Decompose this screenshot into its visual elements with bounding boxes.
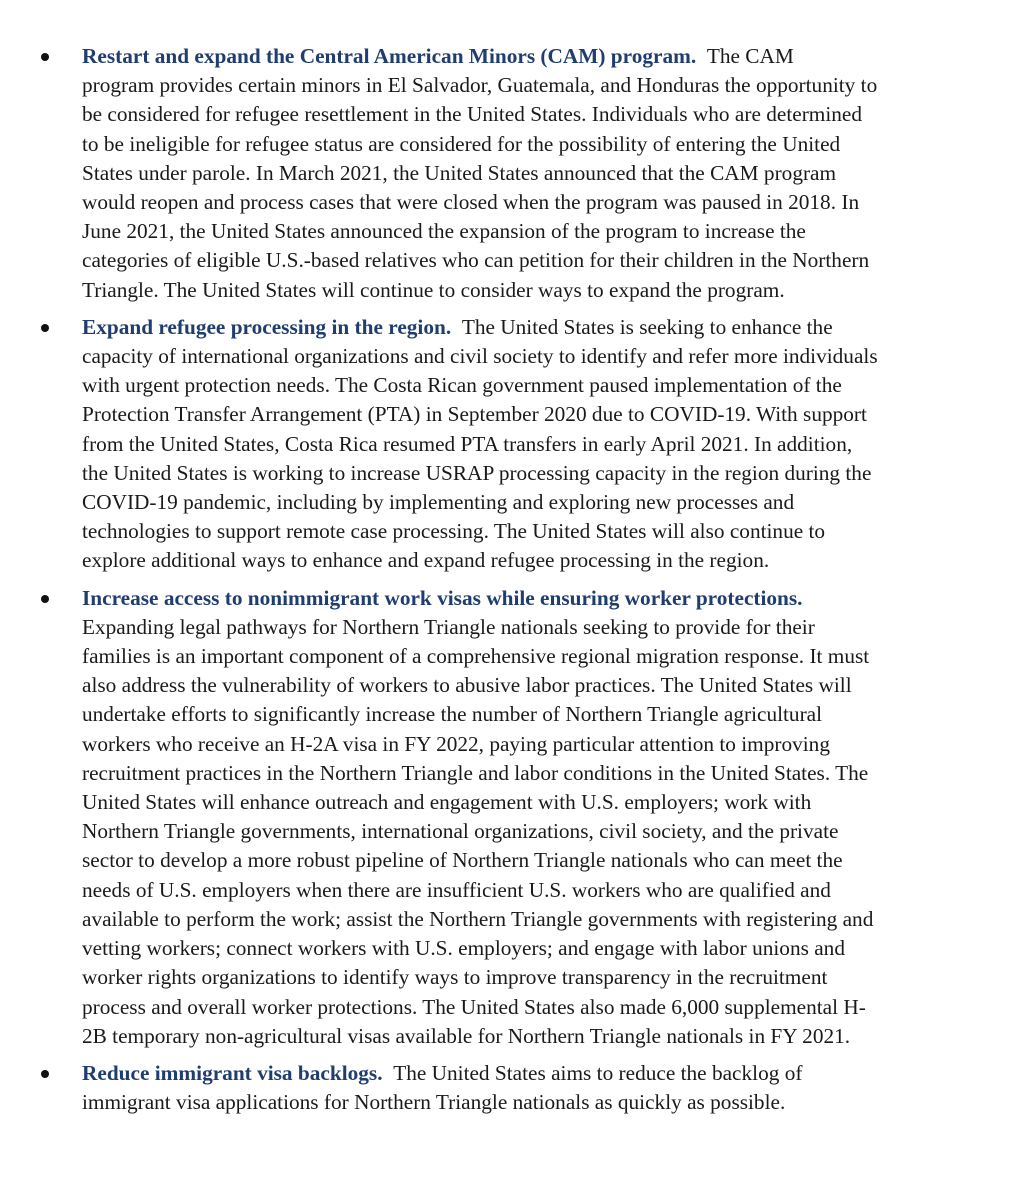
text-line: Protection Transfer Arrangement (PTA) in September 2020 due to COVID-19. With support	[82, 402, 867, 427]
text-line: Northern Triangle governments, international organizations, civil society, and the private	[82, 819, 839, 844]
text-line: from the United States, Costa Rica resumed PTA transfers in early April 2021. In addition,	[82, 431, 853, 456]
bullet-item-cam-program	[0, 42, 1015, 305]
bullet-icon	[41, 1070, 49, 1078]
text-line	[82, 313, 975, 342]
text-line: families is an important component of a comprehensive regional migration response. It must	[82, 644, 870, 669]
body-text: The CAM	[706, 44, 794, 68]
text-line: program provides certain minors in El Salvador, Guatemala, and Honduras the opportunity to	[82, 73, 878, 98]
text-line: with urgent protection needs. The Costa Rican government paused implementation of the	[82, 373, 842, 398]
bullet-item-visa-backlogs	[0, 1059, 1015, 1117]
text-line: workers who receive an H-2A visa in FY 2022, paying particular attention to improving	[82, 731, 830, 756]
text-line: sector to develop a more robust pipeline of Northern Triangle nationals who can meet the	[82, 848, 843, 873]
text-line: explore additional ways to enhance and expand refugee processing in the region.	[82, 548, 770, 573]
item-heading: Increase access to nonimmigrant work visas while ensuring worker protections.	[82, 585, 803, 610]
text-line: capacity of international organizations and civil society to identify and refer more individuals	[82, 344, 878, 369]
document-page	[0, 42, 1015, 1125]
bullet-item-text	[82, 584, 975, 1051]
text-line: 2B temporary non-agricultural visas available for Northern Triangle nationals in FY 2021.	[82, 1023, 851, 1048]
bullet-icon	[41, 53, 49, 61]
text-line: would reopen and process cases that were closed when the program was paused in 2018. In	[82, 190, 860, 215]
text-line: immigrant visa applications for Northern Triangle nationals as quickly as possible.	[82, 1090, 786, 1115]
text-line: COVID-19 pandemic, including by implementing and exploring new processes and	[82, 490, 795, 515]
text-line: needs of U.S. employers when there are insufficient U.S. workers who are qualified and	[82, 877, 831, 902]
text-line: recruitment practices in the Northern Triangle and labor conditions in the United States. The	[82, 760, 869, 785]
bullet-icon	[41, 324, 49, 332]
text-line: also address the vulnerability of workers to abusive labor practices. The United States will	[82, 673, 852, 698]
text-line: undertake efforts to significantly increase the number of Northern Triangle agricultural	[82, 702, 823, 727]
text-line: to be ineligible for refugee status are considered for the possibility of entering the United	[82, 131, 841, 156]
text-line: June 2021, the United States announced the expansion of the program to increase the	[82, 219, 806, 244]
bullet-item-work-visas	[0, 584, 1015, 1051]
text-line: process and overall worker protections. The United States also made 6,000 supplemental H-	[82, 994, 866, 1019]
text-line: be considered for refugee resettlement in the United States. Individuals who are determined	[82, 102, 863, 127]
bullet-icon	[41, 595, 49, 603]
text-line: worker rights organizations to identify ways to improve transparency in the recruitment	[82, 965, 828, 990]
item-heading: Restart and expand the Central American Minors (CAM) program.	[82, 44, 697, 68]
bullet-item-refugee-processing	[0, 313, 1015, 576]
bullet-item-text	[82, 42, 975, 305]
bullet-list	[0, 42, 1015, 1117]
body-text: The United States aims to reduce the backlog of	[393, 1060, 803, 1085]
text-line: technologies to support remote case processing. The United States will also continue to	[82, 519, 826, 544]
bullet-item-text	[82, 1059, 975, 1117]
body-text: The United States is seeking to enhance the	[461, 314, 833, 339]
text-line: States under parole. In March 2021, the United States announced that the CAM program	[82, 160, 837, 185]
text-line: the United States is working to increase USRAP processing capacity in the region during the	[82, 460, 872, 485]
text-line	[82, 1059, 975, 1088]
item-heading: Expand refugee processing in the region.	[82, 314, 452, 339]
text-line: vetting workers; connect workers with U.S. employers; and engage with labor unions and	[82, 936, 845, 961]
bullet-item-text	[82, 313, 975, 576]
text-line: Triangle. The United States will continue to consider ways to expand the program.	[82, 277, 785, 302]
text-line	[82, 584, 975, 613]
text-line: United States will enhance outreach and engagement with U.S. employers; work with	[82, 790, 812, 815]
text-line: Expanding legal pathways for Northern Triangle nationals seeking to provide for their	[82, 614, 815, 639]
text-line	[82, 42, 975, 71]
item-heading: Reduce immigrant visa backlogs.	[82, 1060, 383, 1085]
text-line: available to perform the work; assist the Northern Triangle governments with registering and	[82, 906, 874, 931]
text-line: categories of eligible U.S.-based relatives who can petition for their children in the Northern	[82, 248, 870, 273]
